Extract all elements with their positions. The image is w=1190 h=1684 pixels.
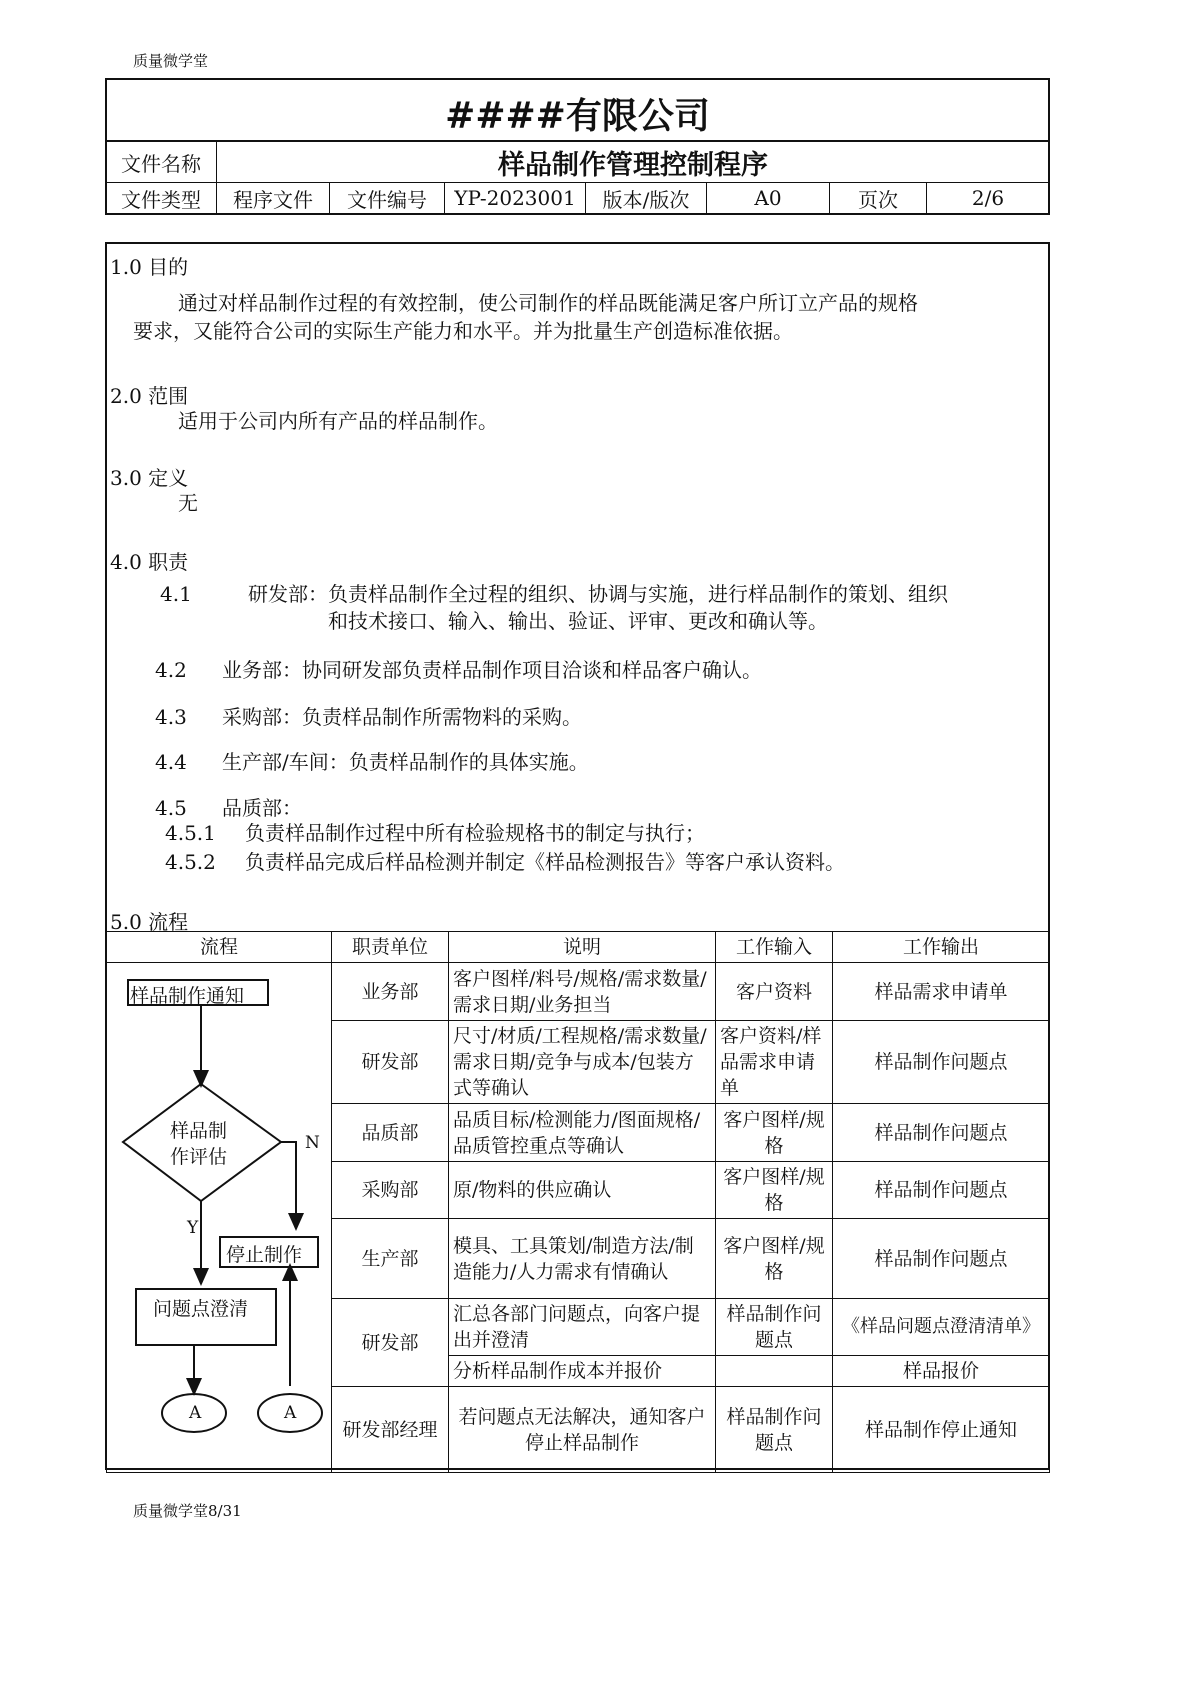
row-output: 样品报价: [833, 1356, 1050, 1387]
row-input: 样品制作问题点: [716, 1387, 833, 1473]
row-desc: 分析样品制作成本并报价: [449, 1356, 716, 1387]
section-3-para: 无: [178, 491, 198, 515]
doc-version-label: 版本/版次: [586, 183, 707, 214]
row-output: 样品制作停止通知: [833, 1387, 1050, 1473]
item-4-1-num: 4.1: [160, 582, 192, 606]
item-4-5-2-num: 4.5.2: [165, 850, 216, 874]
row-input: 样品制作问题点: [716, 1299, 833, 1356]
flow-connector-label-1: A: [189, 1403, 202, 1423]
item-4-1-line2: 和技术接口、输入、输出、验证、评审、更改和确认等。: [328, 609, 828, 633]
row-input: 客户资料/样品需求申请单: [716, 1021, 833, 1104]
item-4-2-num: 4.2: [155, 658, 187, 682]
row-unit: 研发部经理: [332, 1387, 449, 1473]
section-1-para-line1: 通过对样品制作过程的有效控制，使公司制作的样品既能满足客户所订立产品的规格: [178, 291, 918, 315]
flow-connector-label-2: A: [284, 1403, 297, 1423]
header-note: 质量微学堂: [133, 52, 209, 70]
flow-decision-line1: 样品制: [170, 1120, 228, 1142]
doc-type-value: 程序文件: [217, 183, 330, 214]
item-4-5-1-num: 4.5.1: [165, 821, 216, 845]
row-output: 《样品问题点澄清清单》: [833, 1299, 1050, 1356]
flow-clarify-label: 问题点澄清: [153, 1298, 249, 1320]
flowchart-lines: [106, 958, 326, 1468]
section-2-para: 适用于公司内所有产品的样品制作。: [178, 409, 498, 433]
item-4-2-text: 业务部：协同研发部负责样品制作项目洽谈和样品客户确认。: [222, 658, 762, 682]
section-5-heading: 5.0 流程: [110, 910, 189, 934]
col-header-flow: 流程: [107, 932, 332, 963]
row-input: 客户资料: [716, 963, 833, 1021]
doc-page-value: 2/6: [927, 183, 1050, 214]
row-input: [716, 1356, 833, 1387]
row-desc: 原/物料的供应确认: [449, 1162, 716, 1219]
row-desc: 品质目标/检测能力/图面规格/品质管控重点等确认: [449, 1104, 716, 1162]
col-header-input: 工作输入: [716, 932, 833, 963]
row-output: 样品制作问题点: [833, 1104, 1050, 1162]
row-desc: 尺寸/材质/工程规格/需求数量/需求日期/竞争与成本/包装方式等确认: [449, 1021, 716, 1104]
doc-page-label: 页次: [830, 183, 927, 214]
col-header-desc: 说明: [449, 932, 716, 963]
col-header-output: 工作输出: [833, 932, 1050, 963]
doc-type-label: 文件类型: [106, 183, 217, 214]
row-unit: 品质部: [332, 1104, 449, 1162]
item-4-5-text: 品质部：: [222, 796, 302, 820]
row-unit: 研发部: [332, 1299, 449, 1387]
row-output: 样品制作问题点: [833, 1219, 1050, 1299]
section-1-heading: 1.0 目的: [110, 255, 189, 279]
row-input: 客户图样/规格: [716, 1104, 833, 1162]
footer-note: 质量微学堂8/31: [133, 1502, 242, 1520]
section-1-para-line2: 要求，又能符合公司的实际生产能力和水平。并为批量生产创造标准依据。: [133, 319, 793, 343]
row-desc: 汇总各部门问题点，向客户提出并澄清: [449, 1299, 716, 1356]
row-unit: 业务部: [332, 963, 449, 1021]
item-4-4-num: 4.4: [155, 750, 187, 774]
row-desc: 模具、工具策划/制造方法/制造能力/人力需求有情确认: [449, 1219, 716, 1299]
row-input: 客户图样/规格: [716, 1162, 833, 1219]
flow-no-label: N: [305, 1133, 320, 1153]
section-2-heading: 2.0 范围: [110, 384, 189, 408]
item-4-4-text: 生产部/车间：负责样品制作的具体实施。: [222, 750, 589, 774]
flow-start-label: 样品制作通知: [130, 985, 245, 1007]
item-4-5-num: 4.5: [155, 796, 187, 820]
doc-no-label: 文件编号: [330, 183, 445, 214]
row-output: 样品制作问题点: [833, 1021, 1050, 1104]
row-input: 客户图样/规格: [716, 1219, 833, 1299]
section-4-heading: 4.0 职责: [110, 550, 189, 574]
item-4-5-1-text: 负责样品制作过程中所有检验规格书的制定与执行；: [245, 821, 705, 845]
item-4-3-num: 4.3: [155, 705, 187, 729]
doc-version-value: A0: [707, 183, 830, 214]
row-output: 样品制作问题点: [833, 1162, 1050, 1219]
company-name: ####有限公司: [445, 95, 710, 137]
row-desc: 客户图样/料号/规格/需求数量/需求日期/业务担当: [449, 963, 716, 1021]
row-unit: 研发部: [332, 1021, 449, 1104]
row-unit: 生产部: [332, 1219, 449, 1299]
doc-name-label: 文件名称: [106, 142, 217, 183]
row-output: 样品需求申请单: [833, 963, 1050, 1021]
flow-decision-line2: 作评估: [170, 1146, 228, 1168]
flow-stop-label: 停止制作: [226, 1244, 303, 1266]
flow-yes-label: Y: [187, 1218, 199, 1238]
col-header-unit: 职责单位: [332, 932, 449, 963]
doc-no-value: YP-2023001: [445, 183, 586, 214]
row-unit: 采购部: [332, 1162, 449, 1219]
doc-meta-table: [105, 141, 1050, 214]
section-3-heading: 3.0 定义: [110, 466, 189, 490]
item-4-1-line1: 研发部：负责样品制作全过程的组织、协调与实施，进行样品制作的策划、组织: [248, 582, 948, 606]
doc-title: 样品制作管理控制程序: [217, 142, 1050, 183]
item-4-3-text: 采购部：负责样品制作所需物料的采购。: [222, 705, 582, 729]
row-desc: 若问题点无法解决，通知客户停止样品制作: [449, 1387, 716, 1473]
item-4-5-2-text: 负责样品完成后样品检测并制定《样品检测报告》等客户承认资料。: [245, 850, 845, 874]
